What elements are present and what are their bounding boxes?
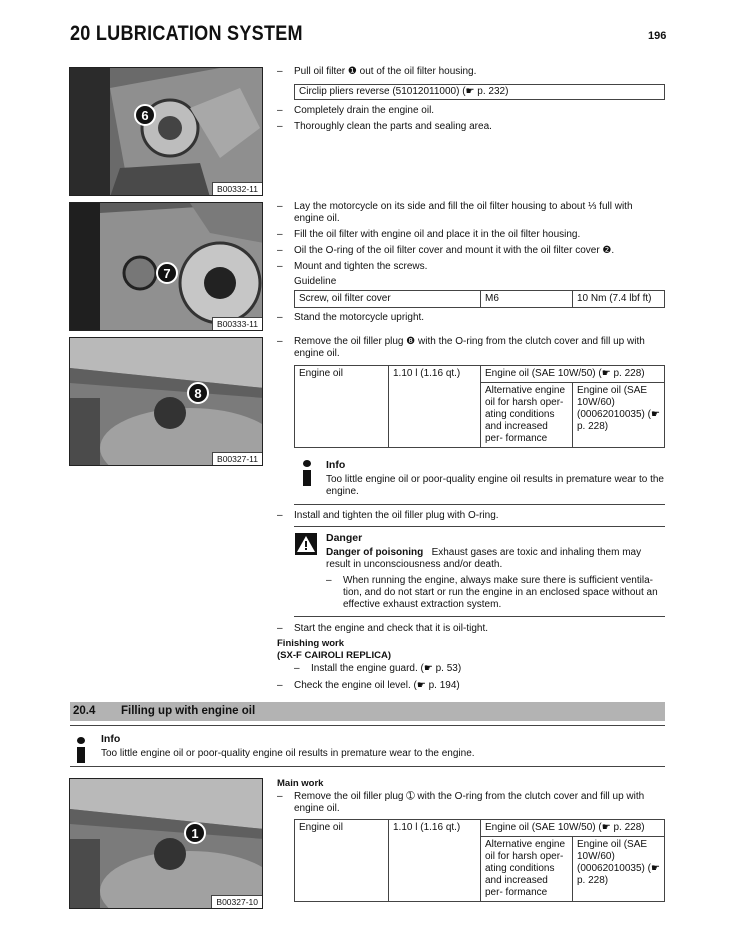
step-item: – Start the engine and check that it is oil-tight.: [277, 623, 488, 634]
step-item: – Pull oil filter ❶ out of the oil filter housing.: [277, 66, 477, 77]
step-item: – Install and tighten the oil filler plug with O-ring.: [277, 510, 499, 521]
danger-subtitle: Danger of poisoning: [326, 547, 424, 558]
info-icon: [72, 737, 90, 763]
danger-body: [326, 547, 664, 571]
danger-subitem: – When running the engine, always make sure there is sufficient ventila- tion, and do not start or run the engine in an enclosed space without an effective exhaust extraction system.: [326, 575, 658, 610]
step-item: – Fill the oil filter with engine oil and place it in the oil filter housing.: [277, 229, 581, 240]
oil-quantity: 1.10 l (1.16 qt.): [389, 820, 481, 902]
divider: [294, 616, 665, 617]
oil-quantity: 1.10 l (1.16 qt.): [389, 366, 481, 448]
oil-spec: Engine oil (SAE 10W/50) (☛ p. 228): [481, 820, 665, 837]
section-heading: [70, 702, 665, 721]
oil-label: Engine oil: [295, 820, 389, 902]
engine-photo-illustration: [70, 338, 263, 466]
guideline-name: Screw, oil filter cover: [295, 291, 481, 308]
finishing-model: (SX-F CAIROLI REPLICA): [277, 650, 391, 661]
step-item: – Completely drain the engine oil.: [277, 105, 435, 116]
danger-title: Danger: [326, 532, 363, 544]
engine-photo-illustration: [70, 68, 263, 196]
photo-oil-filler: [69, 337, 263, 466]
divider: [70, 725, 665, 726]
oil-table: [294, 365, 665, 448]
guideline-torque: 10 Nm (7.4 lbf ft): [573, 291, 665, 308]
photo-code: B00333-11: [212, 317, 262, 330]
engine-photo-illustration: [70, 779, 263, 909]
info-title: Info: [101, 733, 121, 745]
guideline-label: Guideline: [294, 276, 337, 287]
page-number: 196: [648, 30, 667, 42]
step-item: – Remove the oil filler plug ❽ with the O-ring from the clutch cover and fill up with engine oil.: [277, 336, 645, 359]
info-icon: [298, 460, 316, 486]
section-number: 20.4: [73, 705, 96, 717]
oil-label: Engine oil: [295, 366, 389, 448]
guideline-table: [294, 290, 665, 308]
info-title: Info: [326, 459, 346, 471]
step-item: – Oil the O-ring of the oil filter cover and mount it with the oil filter cover ❷.: [277, 245, 615, 256]
oil-alternative-spec: Engine oil (SAE 10W/60) (00062010035) (☛ p. 228): [573, 383, 665, 448]
divider: [294, 526, 665, 527]
warning-icon: [295, 533, 317, 555]
section-title: Filling up with engine oil: [121, 705, 256, 717]
finishing-title: Finishing work: [277, 638, 345, 649]
guideline-size: M6: [481, 291, 573, 308]
divider: [70, 766, 665, 767]
oil-alternative-spec: Engine oil (SAE 10W/60) (00062010035) (☛ p. 228): [573, 837, 665, 902]
callout-marker: 7: [156, 262, 178, 284]
info-text: Too little engine oil or poor-quality engine oil results in premature wear to the engine.: [101, 748, 475, 759]
oil-spec: Engine oil (SAE 10W/50) (☛ p. 228): [481, 366, 665, 383]
danger-text: Exhaust gases are toxic and inhaling them may result in unconsciousness and/or death.: [326, 547, 642, 570]
step-item: – Lay the motorcycle on its side and fill the oil filter housing to about ⅓ full with engine oil.: [277, 201, 633, 224]
photo-code: B00332-11: [212, 182, 262, 195]
photo-oil-filter: [69, 67, 263, 196]
step-item: – Thoroughly clean the parts and sealing area.: [277, 121, 492, 132]
divider: [294, 504, 665, 505]
tool-box: Circlip pliers reverse (51012011000) (☛ p. 232): [294, 84, 665, 100]
chapter-title: 20 LUBRICATION SYSTEM: [70, 22, 303, 45]
photo-code: B00327-10: [211, 895, 262, 908]
step-item: – Mount and tighten the screws.: [277, 261, 428, 272]
step-item: – Remove the oil filler plug ➀ with the O-ring from the clutch cover and fill up with engine oil.: [277, 791, 645, 814]
step-item: – Install the engine guard. (☛ p. 53): [294, 663, 462, 674]
photo-filter-cover: [69, 202, 263, 331]
oil-alternative: Alternative engine oil for harsh oper- ating conditions and increased per- formance: [481, 383, 573, 448]
callout-marker: 8: [187, 382, 209, 404]
info-text: Too little engine oil or poor-quality engine oil results in premature wear to the engine.: [326, 474, 664, 497]
photo-oil-filler-2: [69, 778, 263, 909]
photo-code: B00327-11: [212, 452, 262, 465]
step-item: – Check the engine oil level. (☛ p. 194): [277, 680, 460, 691]
callout-marker: 6: [134, 104, 156, 126]
oil-alternative: Alternative engine oil for harsh oper- ating conditions and increased per- formance: [481, 837, 573, 902]
callout-marker: 1: [184, 822, 206, 844]
oil-table: [294, 819, 665, 902]
main-work-title: Main work: [277, 778, 324, 789]
step-item: – Stand the motorcycle upright.: [277, 312, 425, 323]
